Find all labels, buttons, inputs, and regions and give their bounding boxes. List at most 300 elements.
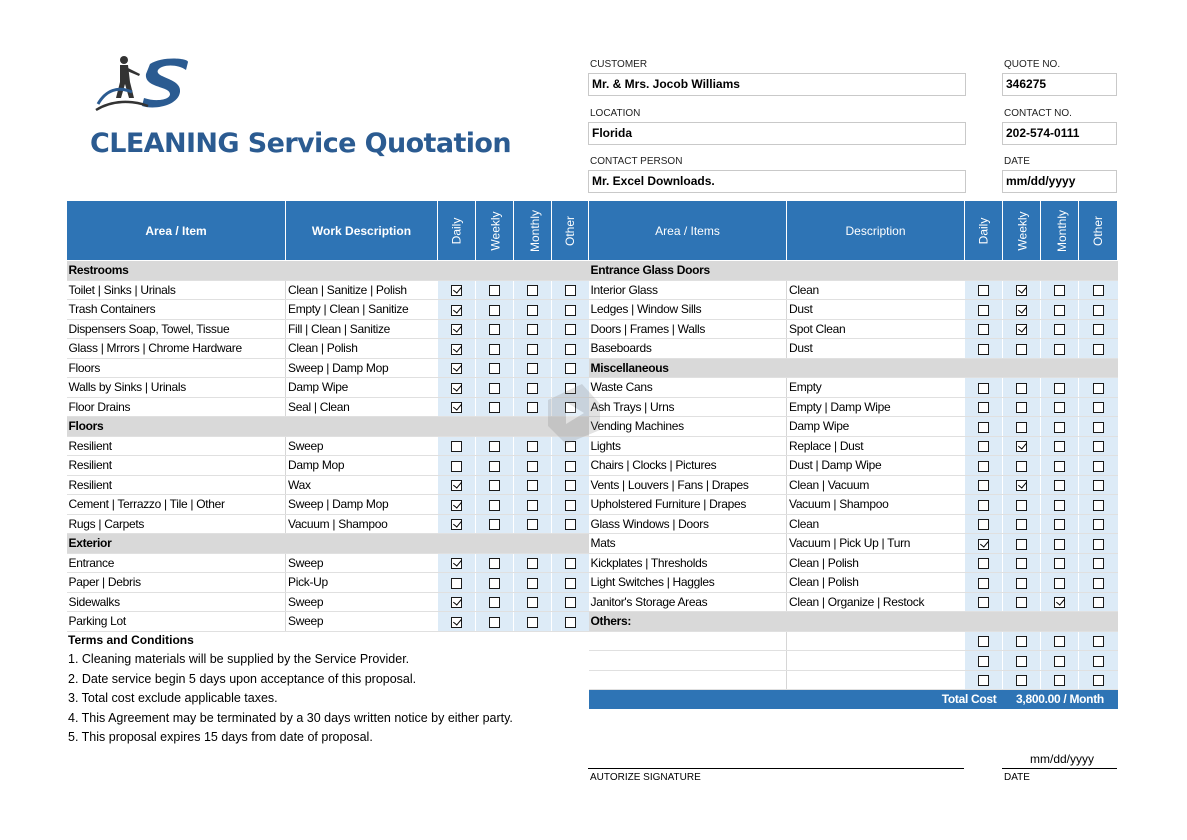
description-cell: Sweep — [286, 436, 438, 456]
signature-date-value[interactable]: mm/dd/yyyy — [1030, 752, 1095, 766]
frequency-checkbox[interactable] — [565, 597, 576, 608]
area-item-cell: Rugs | Carpets — [67, 514, 286, 534]
checkbox-cell-daily — [965, 573, 1003, 593]
frequency-checkbox[interactable] — [565, 285, 576, 296]
checkbox-cell-other — [552, 300, 589, 320]
frequency-checkbox[interactable] — [451, 383, 462, 394]
frequency-checkbox[interactable] — [1016, 402, 1027, 413]
frequency-checkbox[interactable] — [489, 578, 500, 589]
checkbox-cell-daily — [438, 319, 476, 339]
table-row — [589, 456, 1118, 476]
section-title: Restrooms — [67, 261, 589, 281]
area-item-cell: Light Switches | Haggles — [589, 573, 787, 593]
frequency-checkbox[interactable] — [1016, 675, 1027, 686]
frequency-checkbox[interactable] — [1093, 597, 1104, 608]
frequency-checkbox[interactable] — [978, 383, 989, 394]
customer-field[interactable]: Mr. & Mrs. Jocob Williams — [588, 73, 966, 96]
frequency-checkbox[interactable] — [451, 597, 462, 608]
checkbox-cell-monthly — [1041, 631, 1079, 651]
frequency-checkbox[interactable] — [527, 285, 538, 296]
area-item-cell: Entrance — [67, 553, 286, 573]
frequency-checkbox[interactable] — [451, 344, 462, 355]
area-item-cell: Interior Glass — [589, 280, 787, 300]
checkbox-cell-daily — [438, 339, 476, 359]
location-label: LOCATION — [590, 108, 641, 119]
area-item-cell: Janitor's Storage Areas — [589, 592, 787, 612]
frequency-checkbox[interactable] — [978, 402, 989, 413]
checkbox-cell-weekly — [1003, 573, 1041, 593]
column-header-area: Area / Item — [67, 201, 286, 261]
checkbox-cell-other — [1079, 475, 1118, 495]
description-cell: Clean | Sanitize | Polish — [286, 280, 438, 300]
frequency-checkbox[interactable] — [1016, 480, 1027, 491]
checkbox-cell-daily — [438, 436, 476, 456]
checkbox-cell-monthly — [1041, 534, 1079, 554]
checkbox-cell-other — [552, 475, 589, 495]
frequency-checkbox[interactable] — [451, 324, 462, 335]
table-row — [67, 495, 589, 515]
checkbox-cell-weekly — [1003, 495, 1041, 515]
table-row — [589, 631, 1118, 651]
frequency-checkbox[interactable] — [565, 461, 576, 472]
checkbox-cell-monthly — [514, 456, 552, 476]
frequency-checkbox[interactable] — [1054, 383, 1065, 394]
frequency-checkbox[interactable] — [1093, 480, 1104, 491]
frequency-checkbox[interactable] — [527, 402, 538, 413]
frequency-checkbox[interactable] — [527, 461, 538, 472]
area-item-cell: Resilient — [67, 475, 286, 495]
frequency-checkbox[interactable] — [1054, 500, 1065, 511]
area-item-cell: Glass | Mrrors | Chrome Hardware — [67, 339, 286, 359]
frequency-checkbox[interactable] — [489, 402, 500, 413]
area-item-cell: Walls by Sinks | Urinals — [67, 378, 286, 398]
area-item-cell: Upholstered Furniture | Drapes — [589, 495, 787, 515]
frequency-checkbox[interactable] — [1016, 597, 1027, 608]
frequency-checkbox[interactable] — [1016, 324, 1027, 335]
frequency-checkbox[interactable] — [1054, 558, 1065, 569]
frequency-checkbox[interactable] — [1016, 344, 1027, 355]
quote-no-field[interactable]: 346275 — [1002, 73, 1117, 96]
terms-title: Terms and Conditions — [68, 633, 194, 647]
checkbox-cell-other — [552, 358, 589, 378]
checkbox-cell-other — [552, 319, 589, 339]
frequency-checkbox[interactable] — [1054, 344, 1065, 355]
frequency-checkbox[interactable] — [1016, 656, 1027, 667]
frequency-checkbox[interactable] — [1093, 519, 1104, 530]
frequency-checkbox[interactable] — [1093, 441, 1104, 452]
checkbox-cell-daily — [965, 339, 1003, 359]
frequency-checkbox[interactable] — [527, 344, 538, 355]
frequency-checkbox[interactable] — [1054, 402, 1065, 413]
checkbox-cell-weekly — [476, 378, 514, 398]
description-cell: Clean | Polish — [787, 553, 965, 573]
checkbox-cell-other — [1079, 495, 1118, 515]
frequency-checkbox[interactable] — [451, 558, 462, 569]
terms-item: 4. This Agreement may be terminated by a 30 days written notice by either party. — [68, 710, 513, 725]
frequency-checkbox[interactable] — [527, 558, 538, 569]
frequency-checkbox[interactable] — [1016, 305, 1027, 316]
checkbox-cell-monthly — [1041, 417, 1079, 437]
frequency-checkbox[interactable] — [978, 422, 989, 433]
checkbox-cell-weekly — [476, 280, 514, 300]
frequency-checkbox[interactable] — [1093, 324, 1104, 335]
frequency-checkbox[interactable] — [489, 441, 500, 452]
frequency-checkbox[interactable] — [489, 597, 500, 608]
frequency-checkbox[interactable] — [978, 500, 989, 511]
frequency-checkbox[interactable] — [527, 617, 538, 628]
frequency-checkbox[interactable] — [1016, 461, 1027, 472]
checkbox-cell-weekly — [476, 397, 514, 417]
checkbox-cell-other — [1079, 670, 1118, 690]
frequency-checkbox[interactable] — [1093, 344, 1104, 355]
frequency-checkbox[interactable] — [527, 500, 538, 511]
description-cell: Fill | Clean | Sanitize — [286, 319, 438, 339]
table-row — [67, 300, 589, 320]
checkbox-cell-other — [1079, 417, 1118, 437]
description-cell: Vacuum | Pick Up | Turn — [787, 534, 965, 554]
column-header-weekly: Weekly — [1003, 201, 1041, 261]
frequency-checkbox[interactable] — [1093, 383, 1104, 394]
frequency-checkbox[interactable] — [1016, 636, 1027, 647]
frequency-checkbox[interactable] — [1093, 402, 1104, 413]
checkbox-cell-weekly — [476, 553, 514, 573]
checkbox-cell-monthly — [1041, 397, 1079, 417]
frequency-checkbox[interactable] — [565, 578, 576, 589]
table-row — [589, 339, 1118, 359]
frequency-checkbox[interactable] — [1093, 578, 1104, 589]
frequency-checkbox[interactable] — [527, 441, 538, 452]
checkbox-cell-weekly — [476, 592, 514, 612]
frequency-checkbox[interactable] — [489, 363, 500, 374]
frequency-checkbox[interactable] — [978, 636, 989, 647]
signature-date-label: DATE — [1004, 772, 1030, 783]
frequency-checkbox[interactable] — [527, 480, 538, 491]
frequency-checkbox[interactable] — [489, 617, 500, 628]
frequency-checkbox[interactable] — [1054, 461, 1065, 472]
frequency-checkbox[interactable] — [527, 519, 538, 530]
contact-person-label: CONTACT PERSON — [590, 156, 683, 167]
frequency-checkbox[interactable] — [1016, 539, 1027, 550]
column-header-daily: Daily — [438, 201, 476, 261]
description-cell: Clean | Vacuum — [787, 475, 965, 495]
checkbox-cell-monthly — [514, 612, 552, 632]
description-cell: Damp Mop — [286, 456, 438, 476]
frequency-checkbox[interactable] — [1054, 636, 1065, 647]
frequency-checkbox[interactable] — [527, 578, 538, 589]
frequency-checkbox[interactable] — [1054, 285, 1065, 296]
date-field[interactable]: mm/dd/yyyy — [1002, 170, 1117, 193]
checkbox-cell-other — [1079, 573, 1118, 593]
table-row — [67, 319, 589, 339]
frequency-checkbox[interactable] — [978, 480, 989, 491]
area-item-cell: Ash Trays | Urns — [589, 397, 787, 417]
checkbox-cell-monthly — [1041, 553, 1079, 573]
checkbox-cell-monthly — [1041, 573, 1079, 593]
frequency-checkbox[interactable] — [1093, 500, 1104, 511]
description-cell: Clean | Organize | Restock — [787, 592, 965, 612]
table-row — [67, 378, 589, 398]
company-logo — [92, 52, 192, 112]
frequency-checkbox[interactable] — [1016, 383, 1027, 394]
checkbox-cell-monthly — [1041, 319, 1079, 339]
description-cell: Clean — [787, 280, 965, 300]
checkbox-cell-monthly — [514, 514, 552, 534]
checkbox-cell-daily — [438, 514, 476, 534]
checkbox-cell-monthly — [514, 339, 552, 359]
frequency-checkbox[interactable] — [565, 344, 576, 355]
checkbox-cell-weekly — [1003, 319, 1041, 339]
description-cell: Spot Clean — [787, 319, 965, 339]
frequency-checkbox[interactable] — [451, 480, 462, 491]
frequency-checkbox[interactable] — [1093, 656, 1104, 667]
frequency-checkbox[interactable] — [978, 441, 989, 452]
frequency-checkbox[interactable] — [565, 558, 576, 569]
checkbox-cell-monthly — [514, 358, 552, 378]
table-row — [589, 592, 1118, 612]
table-row — [67, 280, 589, 300]
frequency-checkbox[interactable] — [1054, 656, 1065, 667]
checkbox-cell-monthly — [1041, 475, 1079, 495]
frequency-checkbox[interactable] — [565, 500, 576, 511]
frequency-checkbox[interactable] — [1016, 285, 1027, 296]
checkbox-cell-other — [1079, 436, 1118, 456]
frequency-checkbox[interactable] — [1093, 539, 1104, 550]
checkbox-cell-other — [552, 495, 589, 515]
checkbox-cell-weekly — [476, 319, 514, 339]
checkbox-cell-weekly — [476, 300, 514, 320]
frequency-checkbox[interactable] — [978, 597, 989, 608]
frequency-checkbox[interactable] — [451, 578, 462, 589]
checkbox-cell-daily — [965, 475, 1003, 495]
checkbox-cell-other — [1079, 397, 1118, 417]
frequency-checkbox[interactable] — [978, 285, 989, 296]
frequency-checkbox[interactable] — [1054, 480, 1065, 491]
frequency-checkbox[interactable] — [489, 285, 500, 296]
frequency-checkbox[interactable] — [489, 324, 500, 335]
checkbox-cell-daily — [438, 495, 476, 515]
frequency-checkbox[interactable] — [451, 461, 462, 472]
area-item-cell: Parking Lot — [67, 612, 286, 632]
table-row — [67, 358, 589, 378]
area-item-cell — [589, 670, 787, 690]
section-title: Miscellaneous — [589, 358, 1118, 378]
checkbox-cell-weekly — [1003, 339, 1041, 359]
frequency-checkbox[interactable] — [527, 324, 538, 335]
checkbox-cell-weekly — [476, 436, 514, 456]
frequency-checkbox[interactable] — [565, 617, 576, 628]
checkbox-cell-monthly — [1041, 592, 1079, 612]
frequency-checkbox[interactable] — [978, 305, 989, 316]
frequency-checkbox[interactable] — [451, 519, 462, 530]
frequency-checkbox[interactable] — [489, 500, 500, 511]
frequency-checkbox[interactable] — [1093, 422, 1104, 433]
section-header-row — [589, 612, 1118, 632]
area-item-cell: Trash Containers — [67, 300, 286, 320]
description-cell — [787, 631, 965, 651]
frequency-checkbox[interactable] — [1016, 422, 1027, 433]
table-row — [589, 300, 1118, 320]
table-row — [589, 651, 1118, 671]
frequency-checkbox[interactable] — [978, 578, 989, 589]
description-cell: Damp Wipe — [787, 417, 965, 437]
frequency-checkbox[interactable] — [489, 305, 500, 316]
checkbox-cell-other — [1079, 300, 1118, 320]
frequency-checkbox[interactable] — [1093, 285, 1104, 296]
frequency-checkbox[interactable] — [978, 461, 989, 472]
checkbox-cell-daily — [438, 456, 476, 476]
frequency-checkbox[interactable] — [489, 519, 500, 530]
table-row — [589, 319, 1118, 339]
signature-line[interactable] — [588, 768, 964, 769]
terms-item: 5. This proposal expires 15 days from date of proposal. — [68, 730, 373, 744]
checkbox-cell-weekly — [476, 573, 514, 593]
frequency-checkbox[interactable] — [1093, 461, 1104, 472]
area-item-cell: Chairs | Clocks | Pictures — [589, 456, 787, 476]
frequency-checkbox[interactable] — [451, 500, 462, 511]
date-label: DATE — [1004, 156, 1030, 167]
frequency-checkbox[interactable] — [527, 305, 538, 316]
checkbox-cell-daily — [965, 670, 1003, 690]
area-item-cell: Vending Machines — [589, 417, 787, 437]
section-header-row — [67, 534, 589, 554]
checkbox-cell-other — [552, 280, 589, 300]
checkbox-cell-weekly — [1003, 300, 1041, 320]
frequency-checkbox[interactable] — [565, 363, 576, 374]
area-item-cell: Lights — [589, 436, 787, 456]
area-item-cell — [589, 631, 787, 651]
frequency-checkbox[interactable] — [1054, 519, 1065, 530]
checkbox-cell-monthly — [1041, 495, 1079, 515]
column-header-description: Description — [787, 201, 965, 261]
frequency-checkbox[interactable] — [1016, 578, 1027, 589]
checkbox-cell-weekly — [1003, 475, 1041, 495]
frequency-checkbox[interactable] — [565, 519, 576, 530]
checkbox-cell-monthly — [514, 573, 552, 593]
frequency-checkbox[interactable] — [1016, 441, 1027, 452]
terms-and-conditions — [68, 633, 513, 748]
checkbox-cell-daily — [965, 378, 1003, 398]
frequency-checkbox[interactable] — [489, 461, 500, 472]
frequency-checkbox[interactable] — [527, 363, 538, 374]
customer-label: CUSTOMER — [590, 59, 648, 70]
area-item-cell: Mats — [589, 534, 787, 554]
frequency-checkbox[interactable] — [489, 558, 500, 569]
frequency-checkbox[interactable] — [489, 383, 500, 394]
frequency-checkbox[interactable] — [489, 480, 500, 491]
checkbox-cell-monthly — [1041, 670, 1079, 690]
frequency-checkbox[interactable] — [1093, 558, 1104, 569]
checkbox-cell-other — [552, 592, 589, 612]
frequency-checkbox[interactable] — [1054, 324, 1065, 335]
frequency-checkbox[interactable] — [489, 344, 500, 355]
frequency-checkbox[interactable] — [1054, 578, 1065, 589]
table-row — [589, 495, 1118, 515]
frequency-checkbox[interactable] — [1016, 500, 1027, 511]
section-title: Floors — [67, 417, 589, 437]
frequency-checkbox[interactable] — [978, 558, 989, 569]
frequency-checkbox[interactable] — [1054, 539, 1065, 550]
checkbox-cell-other — [1079, 456, 1118, 476]
checkbox-cell-other — [552, 514, 589, 534]
checkbox-cell-daily — [438, 280, 476, 300]
column-header-area-items: Area / Items — [589, 201, 787, 261]
frequency-checkbox[interactable] — [451, 285, 462, 296]
frequency-checkbox[interactable] — [978, 324, 989, 335]
checkbox-cell-monthly — [1041, 300, 1079, 320]
frequency-checkbox[interactable] — [1054, 422, 1065, 433]
table-row — [589, 670, 1118, 690]
description-cell: Sweep — [286, 592, 438, 612]
frequency-checkbox[interactable] — [451, 363, 462, 374]
frequency-checkbox[interactable] — [1016, 519, 1027, 530]
checkbox-cell-daily — [965, 436, 1003, 456]
frequency-checkbox[interactable] — [565, 480, 576, 491]
frequency-checkbox[interactable] — [978, 519, 989, 530]
contact-person-field[interactable]: Mr. Excel Downloads. — [588, 170, 966, 193]
frequency-checkbox[interactable] — [451, 305, 462, 316]
terms-item: 3. Total cost exclude applicable taxes. — [68, 691, 278, 705]
column-header-weekly: Weekly — [476, 201, 514, 261]
area-item-cell: Resilient — [67, 456, 286, 476]
frequency-checkbox[interactable] — [527, 597, 538, 608]
checkbox-cell-weekly — [476, 339, 514, 359]
table-row — [67, 592, 589, 612]
frequency-checkbox[interactable] — [1093, 305, 1104, 316]
checkbox-cell-other — [552, 612, 589, 632]
description-cell: Replace | Dust — [787, 436, 965, 456]
area-item-cell: Glass Windows | Doors — [589, 514, 787, 534]
description-cell: Sweep — [286, 612, 438, 632]
frequency-checkbox[interactable] — [1054, 597, 1065, 608]
checkbox-cell-monthly — [514, 592, 552, 612]
description-cell: Sweep | Damp Mop — [286, 358, 438, 378]
frequency-checkbox[interactable] — [527, 383, 538, 394]
description-cell: Clean — [787, 514, 965, 534]
frequency-checkbox[interactable] — [565, 324, 576, 335]
checkbox-cell-weekly — [1003, 456, 1041, 476]
frequency-checkbox[interactable] — [1054, 441, 1065, 452]
total-cost-row — [589, 690, 1118, 709]
frequency-checkbox[interactable] — [1016, 558, 1027, 569]
frequency-checkbox[interactable] — [978, 656, 989, 667]
frequency-checkbox[interactable] — [1093, 636, 1104, 647]
frequency-checkbox[interactable] — [978, 539, 989, 550]
frequency-checkbox[interactable] — [565, 305, 576, 316]
checkbox-cell-monthly — [1041, 378, 1079, 398]
table-row — [67, 612, 589, 632]
frequency-checkbox[interactable] — [1054, 305, 1065, 316]
contact-no-field[interactable]: 202-574-0111 — [1002, 122, 1117, 145]
section-title: Entrance Glass Doors — [589, 261, 1118, 281]
checkbox-cell-other — [1079, 651, 1118, 671]
checkbox-cell-monthly — [1041, 456, 1079, 476]
frequency-checkbox[interactable] — [1093, 675, 1104, 686]
checkbox-cell-monthly — [1041, 436, 1079, 456]
location-field[interactable]: Florida — [588, 122, 966, 145]
checkbox-cell-weekly — [1003, 417, 1041, 437]
frequency-checkbox[interactable] — [978, 675, 989, 686]
frequency-checkbox[interactable] — [451, 617, 462, 628]
checkbox-cell-other — [552, 553, 589, 573]
checkbox-cell-daily — [965, 553, 1003, 573]
frequency-checkbox[interactable] — [1054, 675, 1065, 686]
frequency-checkbox[interactable] — [451, 402, 462, 413]
frequency-checkbox[interactable] — [451, 441, 462, 452]
checkbox-cell-weekly — [1003, 631, 1041, 651]
column-header-monthly: Monthly — [1041, 201, 1079, 261]
frequency-checkbox[interactable] — [978, 344, 989, 355]
checkbox-cell-weekly — [1003, 534, 1041, 554]
